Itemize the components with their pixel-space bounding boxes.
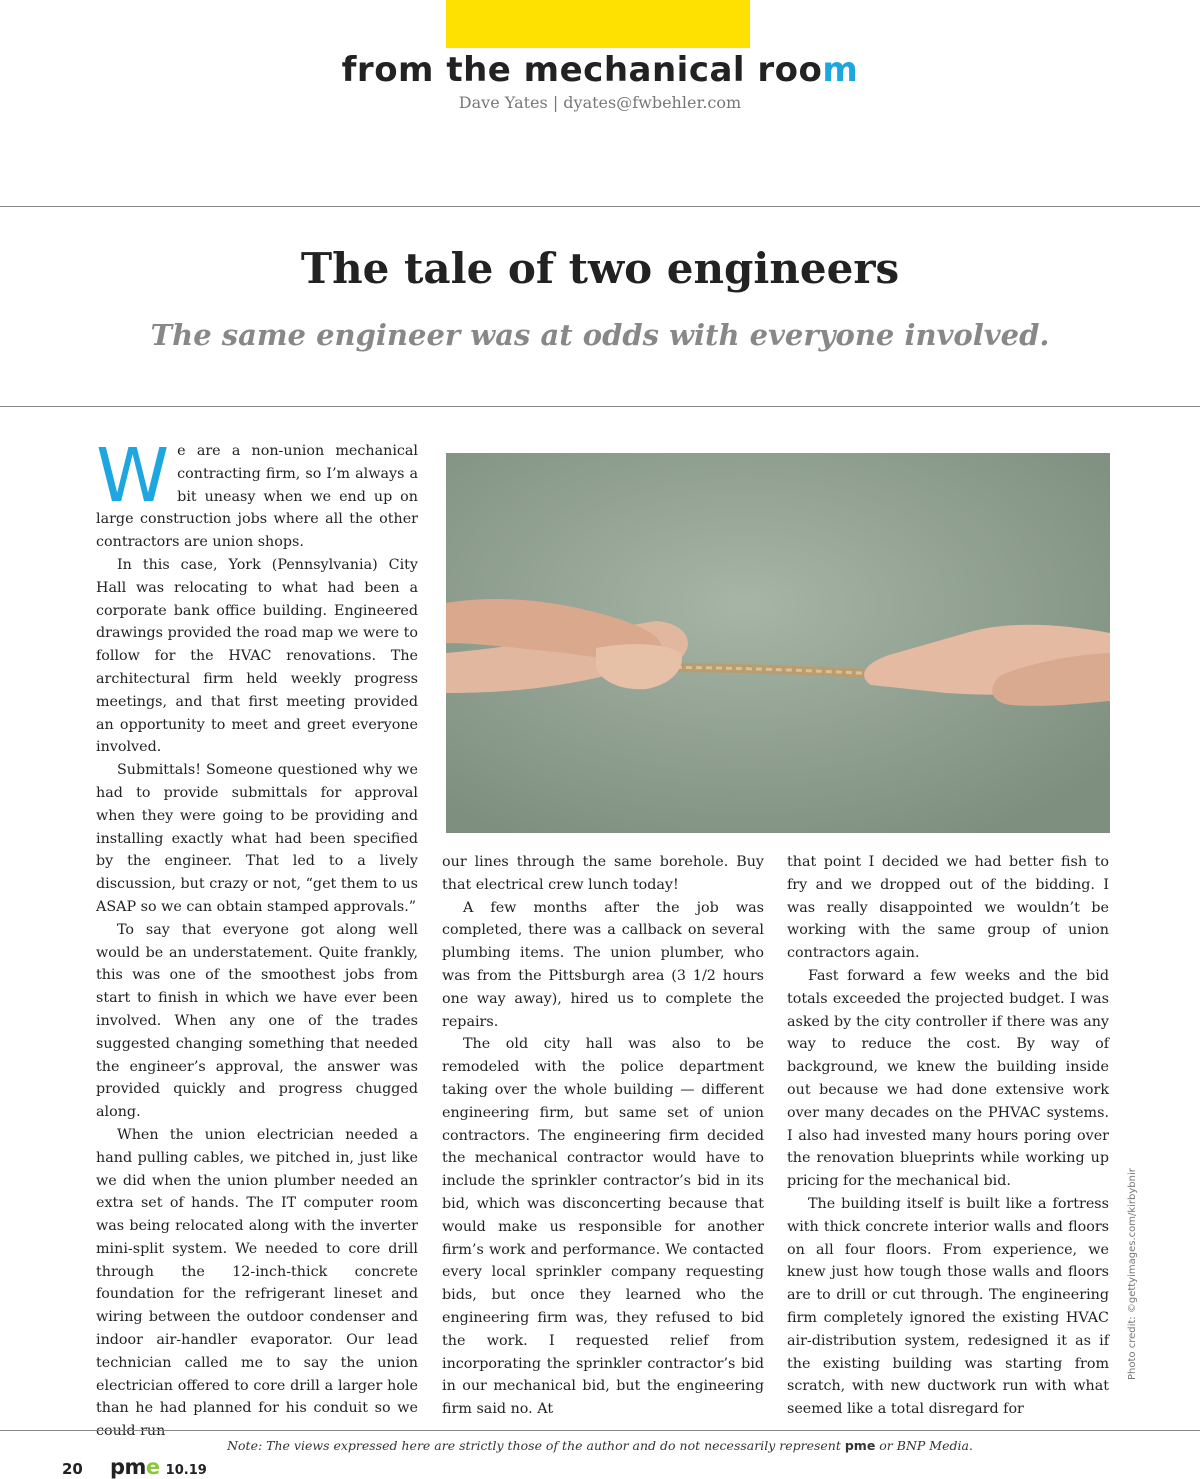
paragraph: The old city hall was also to be remodeled with the police department taking over the whole building — different engineering firm, but same set of union contractors. The engineering firm decided the mechanical contractor would have to include the sprinkler contractor’s bid in its bid, which was disconcerting because that would make us responsible for another firm’s work and performance. We contacted every local sprinkler company requesting bids, but once they learned who the engineering firm was, they refused to bid the work. I requested relief from incorporating the sprinkler contractor’s bid in our mechanical bid, but the engineering firm said no. At [442,1036,764,1418]
page-number: 20 [62,1460,83,1478]
paragraph: A few months after the job was completed, there was a callback on several plumbing items. The union plumber, who was from the Pittsburgh area (3 1/2 hours one way away), hired us to complete the repairs. [442,899,764,1030]
section-title-accent: m [822,50,859,90]
section-title [0,50,1200,90]
paragraph: The building itself is built like a fortress with thick concrete interior walls and floors on all four floors. From experience, we knew just how tough those walls and floors are to drill or cut through. The engineering firm completely ignored the existing HVAC air-distribution system, redesigned it as if the existing building was starting from scratch, with new ductwork run with what seemed like a total disregard for [787,1195,1109,1418]
top-divider [0,206,1200,207]
paragraph: that point I decided we had better fish to fry and we dropped out of the bidding. I was really disappointed we wouldn’t be working with the same group of union contractors again. [787,854,1109,962]
paragraph: When the union electrician needed a hand pulling cables, we pitched in, just like we did when the union plumber needed an extra set of hands. The IT computer room was being relocated along with the inverter mini-split system. We needed to core drill through the 12-inch-thick concrete foundation for the refrigerant lineset and wiring between the outdoor condenser and indoor air-handler evaporator. Our lead technician called me to say the union electrician offered to core drill a larger hole than he had planned for his conduit so we could run [96,1126,418,1440]
article-column-2 [442,851,764,1418]
section-color-bar [446,0,750,48]
footer-divider [0,1430,1200,1431]
issue-date: 10.19 [165,1463,207,1478]
rope-hands-illustration [446,453,1110,833]
tug-of-war-photo [446,453,1110,833]
drop-cap: W [96,433,170,519]
article-headline: The tale of two engineers [300,244,900,293]
paragraph: Fast forward a few weeks and the bid totals exceeded the projected budget. I was asked by the city controller if there was any way to reduce the cost. By way of background, we knew the building inside out because we had done extensive work over many decades on the PHVAC systems. I also had invested many hours poring over the renovation blueprints while working up pricing for the mechanical bid. [787,967,1109,1190]
disclaimer-brand: pme [844,1438,876,1453]
headline-divider [0,406,1200,407]
photo-credit: Photo credit: ©gettyimages.com/kirbybnir [1127,1168,1138,1380]
paragraph: our lines through the same borehole. Buy that electrical crew lunch today! [442,854,764,893]
page-folio [62,1455,207,1479]
paragraph: Submittals! Someone questioned why we had to provide submittals for approval when they were going to be providing and installing exactly what had been specified by the engineer. That led to a lively discussion, but crazy or not, “get them to us ASAP so we can obtain stamped approvals.” [96,762,418,915]
author-byline: Dave Yates | dyates@fwbehler.com [458,93,742,112]
article-column-3 [787,851,1109,1418]
article-column-1 [96,433,418,1440]
paragraph: In this case, York (Pennsylvania) City Hall was relocating to what had been a corporate bank office building. Engineered drawings provided the road map we were to follow for the HVAC renovations. The architectural firm held weekly progress meetings, and that first meeting provided an opportunity to meet and greet everyone involved. [96,556,418,756]
magazine-logo: pme [110,1455,160,1479]
disclaimer-note: Note: The views expressed here are strictly those of the author and do not necessarily represent pme or BNP Media. [227,1438,973,1453]
paragraph: To say that everyone got along well would be an understatement. Quite frankly, this was one of the smoothest jobs from start to finish in which we have ever been involved. When any one of the trades suggested changing something that needed the engineer’s approval, the answer was provided quickly and progress chugged along. [96,921,418,1121]
paragraph: We are a non-union mechanical contracting firm, so I’m always a bit uneasy when we end up on large construction jobs where all the other contractors are union shops. [96,433,418,551]
article-deck: The same engineer was at odds with everyone involved. [150,318,1050,352]
section-title-main: from the mechanical roo [341,50,823,90]
